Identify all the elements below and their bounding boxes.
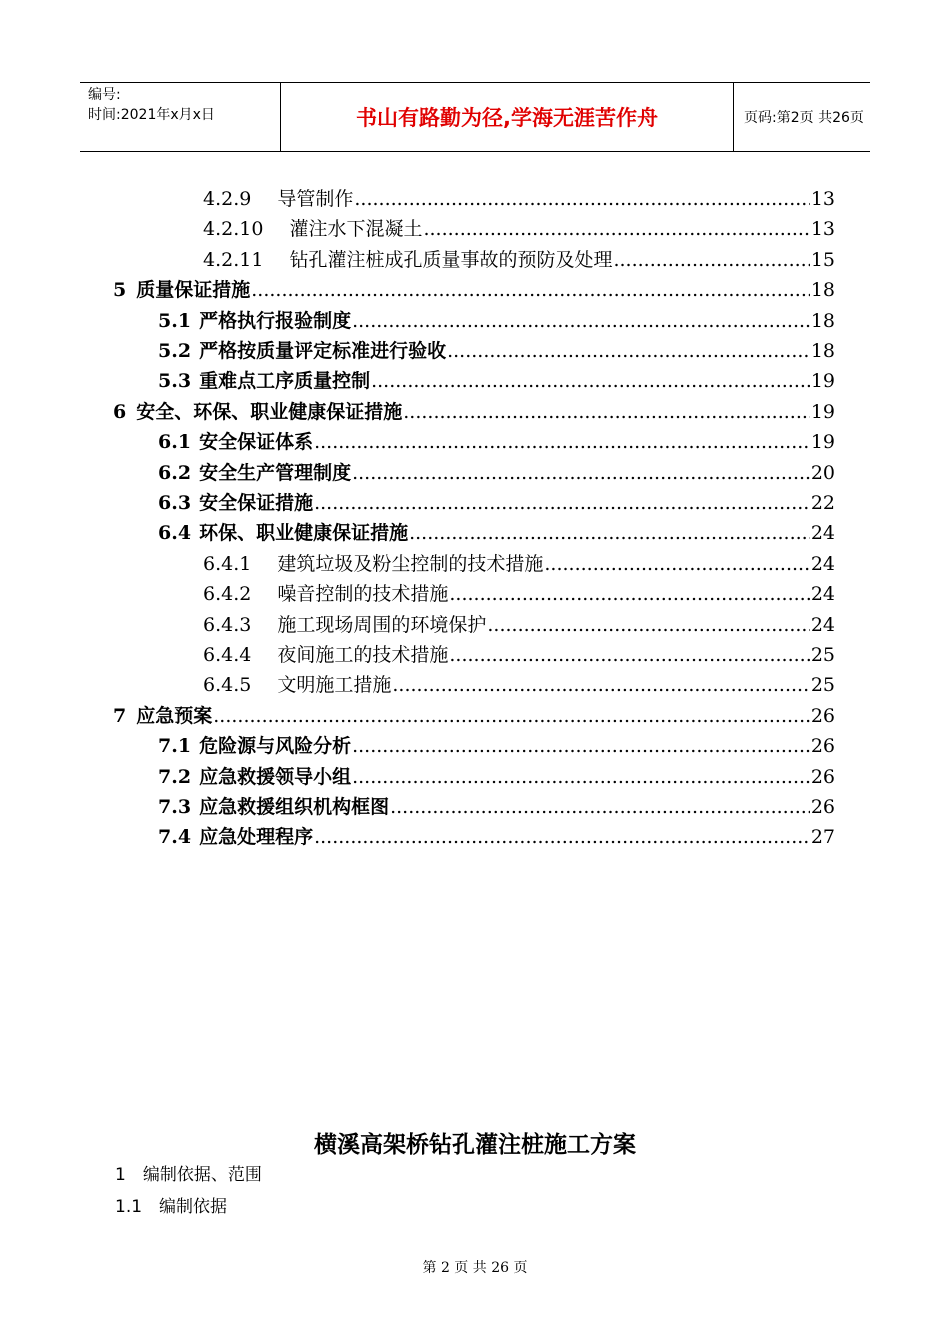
toc-entry-leader [447,340,810,362]
toc-entry-number: 4.2.10 [203,218,264,241]
toc-entry-page: 26 [810,796,835,818]
toc-entry-number: 5.1 [158,309,192,332]
number-label: 编号: [88,87,121,103]
toc-entry[interactable] [203,640,835,670]
toc-entry-title: 重难点工序质量控制 [199,370,371,393]
toc-entry-page: 26 [810,765,835,788]
toc-entry[interactable] [158,366,835,396]
toc-entry-leader [544,553,809,575]
toc-entry-title: 应急救援组织机构框图 [199,796,390,818]
toc-entry-number: 7 [113,704,127,727]
toc-entry[interactable] [158,518,835,548]
toc-entry-number: 7.2 [158,765,192,788]
toc-entry[interactable] [158,792,835,822]
toc-entry-page: 25 [810,674,835,697]
toc-entry-number: 6.3 [158,492,192,514]
toc-entry-number: 5 [113,279,127,302]
toc-entry-title: 安全保证措施 [199,492,314,514]
toc-entry-title: 噪音控制的技术措施 [277,583,449,606]
toc-entry-leader [371,370,810,392]
toc-entry-title: 安全保证体系 [199,431,314,454]
header-motto: 书山有路勤为径,学海无涯苦作舟 [280,83,734,151]
toc-entry-leader [449,583,809,605]
toc-entry-leader [352,462,810,484]
toc-entry-leader [213,705,810,727]
toc-entry-page: 13 [810,188,835,210]
toc-entry-title: 安全、环保、职业健康保证措施 [136,400,403,423]
toc-entry[interactable] [113,397,835,427]
toc-entry-title: 安全生产管理制度 [199,461,352,484]
toc-entry-leader [314,492,810,514]
page-footer: 第 2 页 共 26 页 [422,1260,528,1276]
toc-entry[interactable] [158,762,835,792]
toc-entry[interactable] [158,458,835,488]
toc-entry-leader [390,796,810,818]
toc-entry-leader [352,766,810,788]
toc-entry-page: 24 [810,583,835,606]
toc-entry-title: 导管制作 [277,188,354,210]
toc-entry-page: 24 [810,613,835,636]
toc-entry[interactable] [203,549,835,579]
toc-entry[interactable] [203,214,835,244]
toc-entry-title: 施工现场周围的环境保护 [277,613,487,636]
toc-entry-page: 24 [810,552,835,575]
toc-entry-page: 22 [810,492,835,514]
toc-entry-number: 4.2.11 [203,248,264,271]
toc-entry[interactable] [203,245,835,275]
toc-entry-page: 15 [810,248,835,271]
toc-entry[interactable] [158,822,835,852]
toc-entry-title: 应急处理程序 [199,826,314,849]
toc-entry[interactable] [113,275,835,305]
toc-entry-leader [314,431,810,453]
toc-entry-page: 13 [810,218,835,241]
toc-entry-title: 夜间施工的技术措施 [277,644,449,666]
document-title: 横溪高架桥钻孔灌注桩施工方案 [314,1132,636,1158]
toc-entry-number: 5.2 [158,340,192,362]
toc-entry-title: 严格按质量评定标准进行验收 [199,340,447,362]
toc-entry-title: 环保、职业健康保证措施 [199,522,409,545]
toc-entry-leader [251,279,810,301]
toc-entry[interactable] [203,579,835,609]
toc-entry-number: 6.2 [158,461,192,484]
toc-entry[interactable] [158,731,835,761]
toc-entry-page: 25 [810,644,835,666]
section-heading-1-1: 1.1 编制依据 [115,1197,228,1217]
toc-entry-number: 6.4.3 [203,613,252,636]
toc-entry-title: 建筑垃圾及粉尘控制的技术措施 [277,552,544,575]
toc-entry[interactable] [158,306,835,336]
section-heading-1: 1 编制依据、范围 [115,1165,262,1185]
toc-entry-leader [392,674,809,696]
toc-entry-number: 6.4.4 [203,644,252,666]
toc-entry-leader [354,188,809,210]
toc-entry-title: 质量保证措施 [136,279,251,302]
toc-entry-page: 19 [810,431,835,454]
toc-entry[interactable] [113,701,835,731]
toc-entry-page: 20 [810,461,835,484]
toc-entry[interactable] [203,610,835,640]
toc-entry-number: 6.4 [158,522,192,545]
toc-entry-leader [409,522,810,544]
toc-entry-page: 18 [810,340,835,362]
toc-entry-title: 灌注水下混凝土 [289,218,423,241]
toc-entry-page: 18 [810,309,835,332]
toc-entry-leader [613,249,809,271]
toc-entry-number: 7.3 [158,796,192,818]
toc-entry-title: 应急救援领导小组 [199,765,352,788]
toc-entry-leader [314,826,810,848]
toc-entry-page: 24 [810,522,835,545]
page-header [80,82,870,152]
toc-entry-page: 26 [810,704,835,727]
toc-entry-page: 26 [810,735,835,758]
header-page-label: 页码:第2页 共26页 [744,110,864,126]
toc-entry-number: 6.4.5 [203,674,252,697]
toc-entry-number: 7.4 [158,826,192,849]
header-info [80,83,280,151]
toc-entry-page: 19 [810,400,835,423]
toc-entry[interactable] [158,427,835,457]
toc-entry-number: 4.2.9 [203,188,252,210]
toc-entry-leader [449,644,809,666]
toc-entry[interactable] [158,336,835,366]
toc-entry-title: 危险源与风险分析 [199,735,352,758]
toc-entry-page: 19 [810,370,835,393]
toc-entry-leader [352,735,810,757]
toc-entry-leader [423,218,809,240]
time-label: 时间:2021年x月x日 [88,107,215,123]
toc-entry-number: 5.3 [158,370,192,393]
toc-entry-number: 6 [113,400,127,423]
toc-entry-page: 27 [810,826,835,849]
toc-entry[interactable] [158,488,835,518]
toc-entry-leader [403,401,810,423]
toc-entry-number: 6.4.2 [203,583,252,606]
toc-entry[interactable] [203,670,835,700]
toc-entry-title: 应急预案 [136,704,213,727]
toc-entry-page: 18 [810,279,835,302]
toc-entry-title: 钻孔灌注桩成孔质量事故的预防及处理 [289,248,613,271]
toc-entry-number: 7.1 [158,735,192,758]
toc-entry-leader [352,310,810,332]
toc-entry-number: 6.1 [158,431,192,454]
toc-entry-title: 严格执行报验制度 [199,309,352,332]
toc-entry[interactable] [203,184,835,214]
toc-entry-leader [487,614,809,636]
toc-entry-title: 文明施工措施 [277,674,392,697]
toc-entry-number: 6.4.1 [203,552,252,575]
